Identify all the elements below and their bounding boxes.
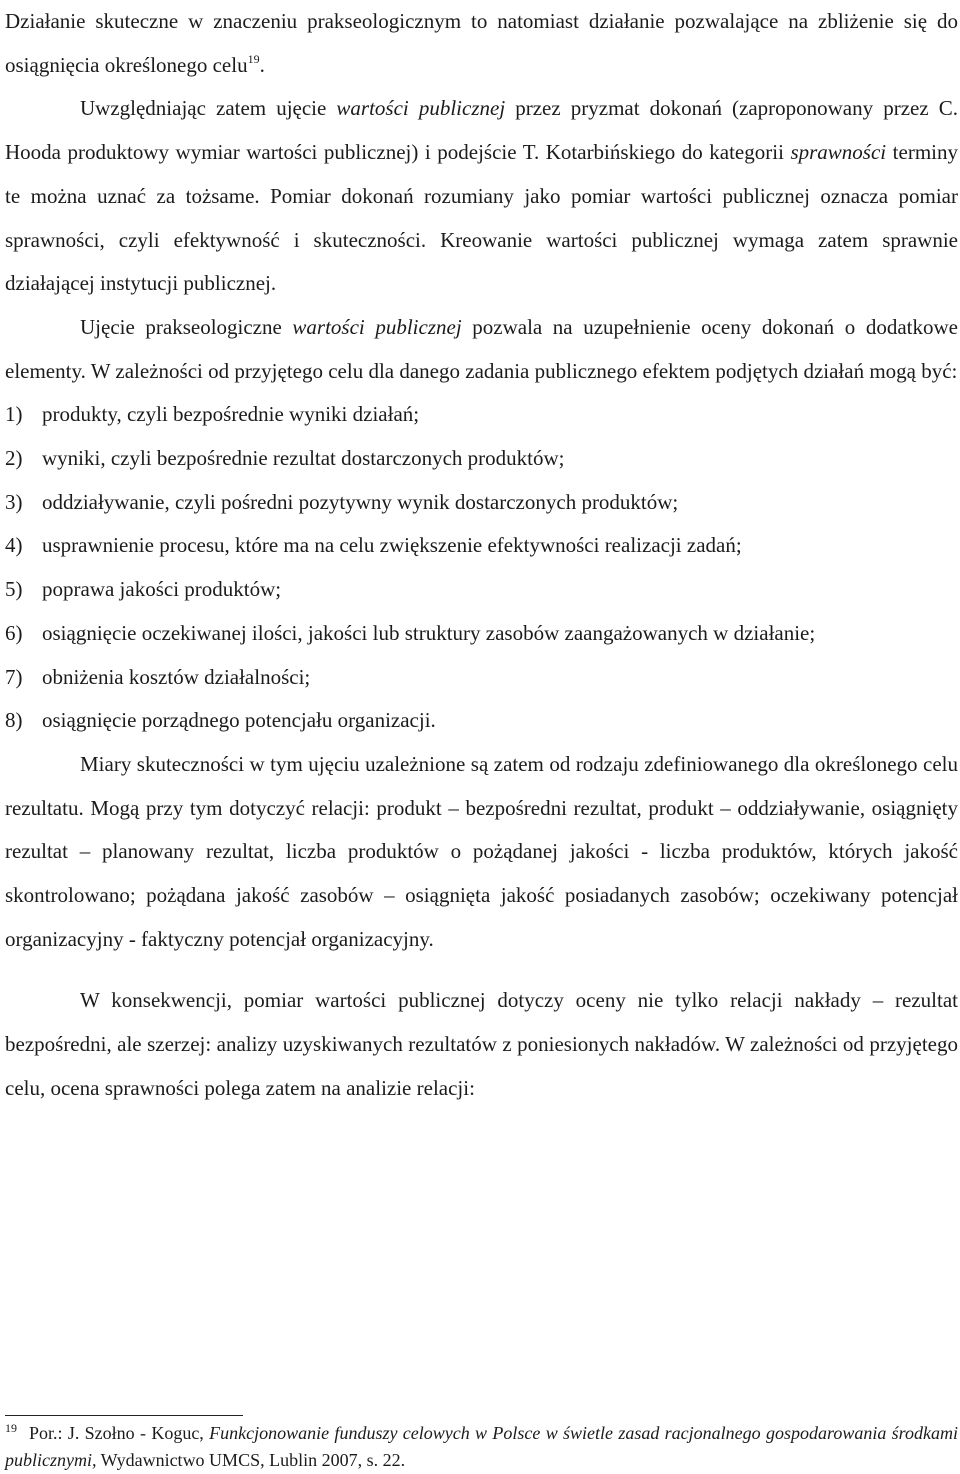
paragraph-1-text: Działanie skuteczne w znaczeniu prakseologicznym to natomiast działanie pozwalające na zbliżenie się do osiągnięcia określonego celu (5, 9, 958, 77)
paragraph-2-part-e: terminy te można uznać za tożsame. Pomiar dokonań rozumiany jako pomiar wartości publicznej oznacza pomiar sprawności, czyli efektywność i skuteczności. Kreowanie wartości publicznej wymaga zatem sprawnie działającej instytucji publicznej. (5, 140, 958, 296)
list-item-number: 4) (5, 533, 23, 558)
list-item-number: 5) (5, 577, 23, 602)
list-item-text: produkty, czyli bezpośrednie wyniki działań; (42, 402, 420, 427)
list-item (5, 699, 958, 743)
paragraph-2-part-c: przez pryzmat dokonań (zaproponowany przez C. Hooda produktowy wymiar wartości publicznej) i podejście T. Kotarbińskiego do kategorii (5, 96, 958, 165)
footnote-ref[interactable]: 19 (247, 51, 260, 66)
list-item (5, 481, 958, 525)
paragraph-3 (5, 306, 958, 393)
document-body (5, 0, 958, 1111)
list-item-text: poprawa jakości produktów; (42, 577, 282, 602)
list-item-number: 6) (5, 620, 23, 645)
list-item (5, 568, 958, 612)
paragraph-2 (5, 87, 958, 306)
paragraph-3-italic-term: wartości publicznej (292, 314, 462, 339)
list-item-text: oddziaływanie, czyli pośredni pozytywny wynik dostarczonych produktów; (42, 489, 679, 514)
footnote-title: Funkcjonowanie funduszy celowych w Polsce w świetle zasad racjonalnego gospodarowania środkami publicznymi, (5, 1423, 958, 1470)
footnote (5, 1420, 958, 1474)
list-item-text: osiągnięcie porządnego potencjału organizacji. (42, 708, 436, 733)
footnote-publisher: Wydawnictwo UMCS, Lublin 2007, s. 22. (96, 1450, 406, 1470)
list-item-text: osiągnięcie oczekiwanej ilości, jakości lub struktury zasobów zaangażowanych w działanie; (42, 620, 816, 645)
list-item (5, 393, 958, 437)
list-item (5, 612, 958, 656)
footnote-number: 19 (5, 1421, 17, 1435)
footnote-author: Por.: J. Szołno - Koguc, (29, 1423, 210, 1443)
list-item-text: obniżenia kosztów działalności; (42, 664, 311, 689)
paragraph-1-end: . (259, 52, 265, 77)
footnote-separator (5, 1415, 243, 1416)
list-item-text: wyniki, czyli bezpośrednie rezultat dostarczonych produktów; (42, 446, 565, 471)
list-item (5, 524, 958, 568)
paragraph-2-italic-term: wartości publicznej (336, 96, 506, 121)
effects-list (5, 393, 958, 743)
list-item-text: usprawnienie procesu, które ma na celu zwiększenie efektywności realizacji zadań; (42, 533, 742, 558)
list-item-number: 7) (5, 664, 23, 689)
paragraph-5: W konsekwencji, pomiar wartości publicznej dotyczy oceny nie tylko relacji nakłady – rezultat bezpośredni, ale szerzej: analizy uzyskiwanych rezultatów z poniesionych nakładów. W zależności od przyjętego celu, ocena sprawności polega zatem na analizie relacji: (5, 988, 958, 1100)
list-item-number: 3) (5, 489, 23, 514)
paragraph-4: Miary skuteczności w tym ujęciu uzależnione są zatem od rodzaju zdefiniowanego dla określonego celu rezultatu. Mogą przy tym dotyczyć relacji: produkt – bezpośredni rezultat, produkt – oddziaływanie, osiągnięty rezultat – planowany rezultat, liczba produktów o pożądanej jakości - liczba produktów, których jakość skontrolowano; pożądana jakość zasobów – osiągnięta jakość posiadanych zasobów; oczekiwany potencjał organizacyjny - faktyczny potencjał organizacyjny. (5, 751, 958, 951)
paragraph-2-italic-term-2: sprawności (790, 140, 887, 165)
paragraph-3-part-c: pozwala na uzupełnienie oceny dokonań o dodatkowe elementy. W zależności od przyjętego celu dla danego zadania publicznego efektem podjętych działań mogą być: (5, 314, 958, 383)
list-item-number: 8) (5, 708, 23, 733)
list-item-number: 1) (5, 402, 23, 427)
paragraph-2-part-a: Uwzględniając zatem ujęcie (80, 96, 337, 121)
paragraph-3-part-a: Ujęcie prakseologiczne (80, 314, 293, 339)
list-item (5, 656, 958, 700)
paragraph-1 (5, 0, 958, 87)
list-item (5, 437, 958, 481)
paragraph-gap (5, 961, 958, 979)
list-item-number: 2) (5, 446, 23, 471)
